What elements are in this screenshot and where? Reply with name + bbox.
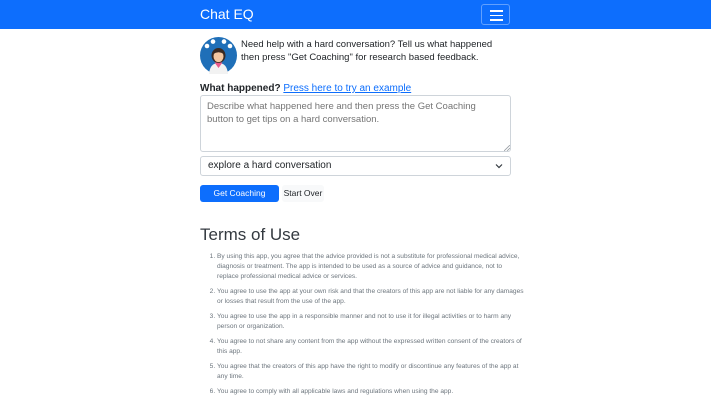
terms-item: 1. By using this app, you agree that the advice provided is not a substitute for professional medical advice, diagnosis or treatment. The app is intended to be used as a source of advice and guidance, not to replace professional medical advice or services.	[217, 252, 525, 281]
terms-title: Terms of Use	[200, 225, 301, 244]
terms-item: 6. You agree to comply with all applicable laws and regulations when using the app.	[217, 387, 525, 397]
resize-handle-icon[interactable]	[504, 145, 510, 151]
chevron-down-icon	[495, 162, 503, 170]
app-brand[interactable]: Chat EQ	[200, 6, 254, 22]
terms-item: 5. You agree that the creators of this app have the right to modify or discontinue any features of the app at any time.	[217, 362, 525, 382]
try-example-link[interactable]: Press here to try an example	[283, 83, 412, 94]
terms-item: 2. You agree to use the app at your own risk and that the creators of this app are not liable for any damages or losses that result from the use of the app.	[217, 287, 525, 307]
start-over-button[interactable]: Start Over	[282, 185, 324, 202]
intro-text: Need help with a hard conversation? Tell us what happened then press "Get Coaching" for research based feedback.	[241, 39, 493, 63]
top-navbar	[0, 0, 711, 29]
menu-toggle-button[interactable]	[481, 4, 510, 25]
what-happened-textarea[interactable]	[200, 95, 511, 152]
what-happened-label-row	[200, 83, 411, 95]
hamburger-menu-icon	[490, 15, 503, 17]
select-value: explore a hard conversation	[208, 160, 332, 171]
terms-item: 3. You agree to use the app in a responsible manner and not to use it for illegal activities or to harm any person or organization.	[217, 312, 525, 332]
person-avatar-icon	[200, 37, 237, 74]
hamburger-menu-icon	[490, 19, 503, 21]
conversation-type-select[interactable]	[200, 156, 511, 176]
terms-list	[200, 252, 525, 402]
what-happened-label: What happened?	[200, 83, 281, 94]
get-coaching-button[interactable]: Get Coaching	[200, 185, 279, 202]
terms-item: 4. You agree to not share any content from the app without the expressed written consent of the creators of this app.	[217, 337, 525, 357]
hamburger-menu-icon	[490, 10, 503, 12]
